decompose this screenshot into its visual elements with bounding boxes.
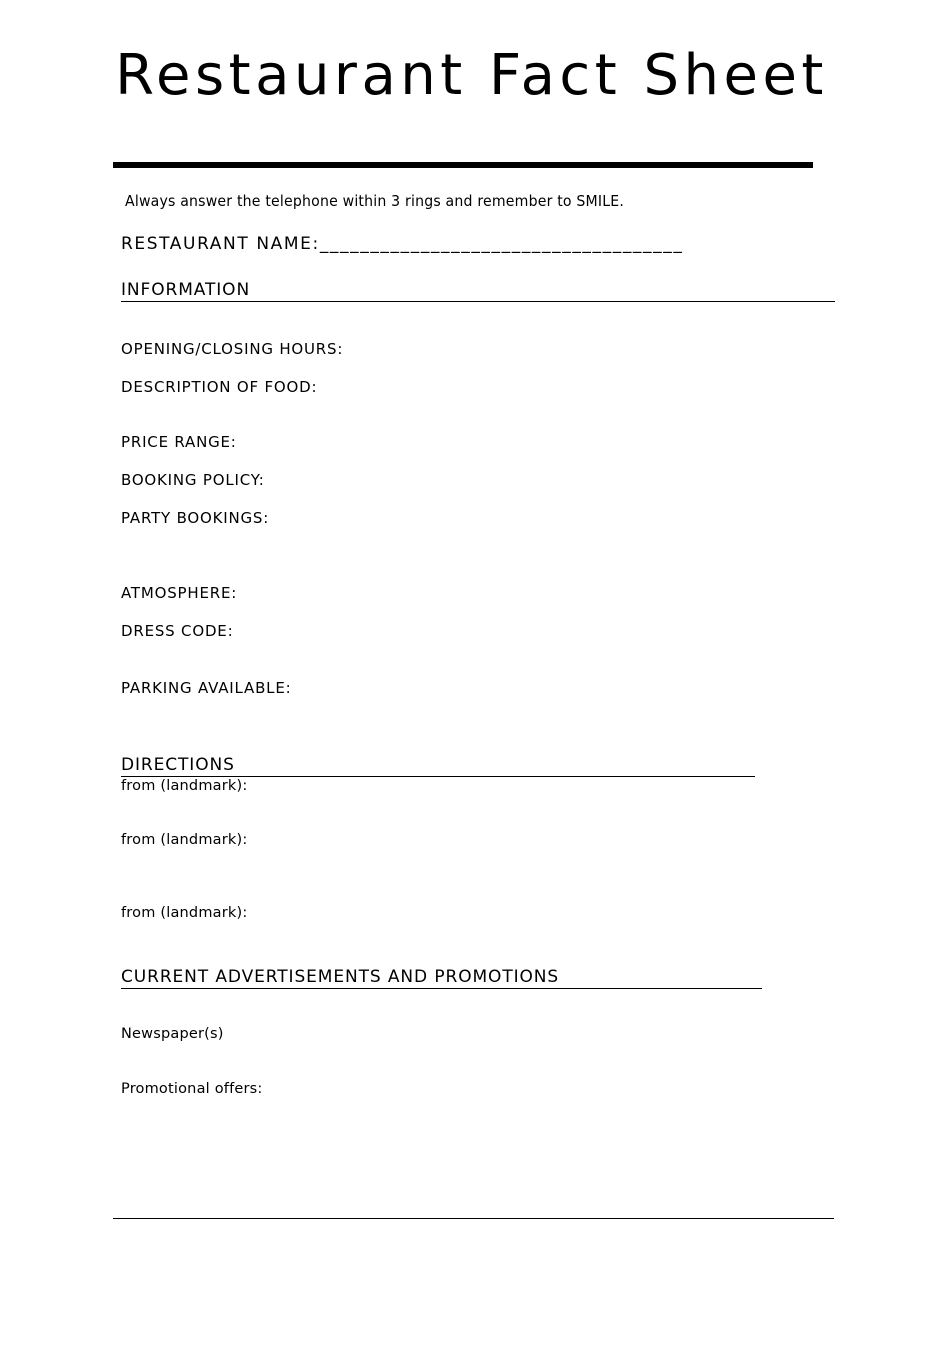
field-newspapers: Newspaper(s)	[121, 1026, 224, 1042]
field-party-bookings: PARTY BOOKINGS:	[121, 509, 270, 527]
field-description-of-food: DESCRIPTION OF FOOD:	[121, 378, 318, 396]
field-from-landmark-2: from (landmark):	[121, 832, 248, 848]
promotions-underline	[121, 988, 762, 990]
field-dress-code: DRESS CODE:	[121, 622, 234, 640]
information-heading	[121, 279, 835, 301]
promotions-heading	[121, 966, 762, 988]
field-from-landmark-3: from (landmark):	[121, 905, 248, 921]
field-parking-available: PARKING AVAILABLE:	[121, 679, 292, 697]
directions-heading-label: DIRECTIONS	[121, 755, 235, 775]
field-atmosphere: ATMOSPHERE:	[121, 584, 238, 602]
restaurant-name-field: RESTAURANT NAME:____________________________________	[121, 234, 684, 254]
information-heading-label: INFORMATION	[121, 280, 251, 300]
field-price-range: PRICE RANGE:	[121, 433, 237, 451]
title-divider	[113, 162, 813, 168]
field-promotional-offers: Promotional offers:	[121, 1081, 263, 1097]
information-underline	[121, 301, 835, 303]
field-opening-closing-hours: OPENING/CLOSING HOURS:	[121, 340, 344, 358]
promotions-heading-label: CURRENT ADVERTISEMENTS AND PROMOTIONS	[121, 967, 560, 987]
footer-divider	[113, 1218, 834, 1219]
field-booking-policy: BOOKING POLICY:	[121, 471, 265, 489]
directions-heading	[121, 754, 755, 776]
field-from-landmark-1: from (landmark):	[121, 778, 248, 794]
page-title: Restaurant Fact Sheet	[115, 43, 828, 108]
telephone-note: Always answer the telephone within 3 rings and remember to SMILE.	[125, 192, 625, 210]
